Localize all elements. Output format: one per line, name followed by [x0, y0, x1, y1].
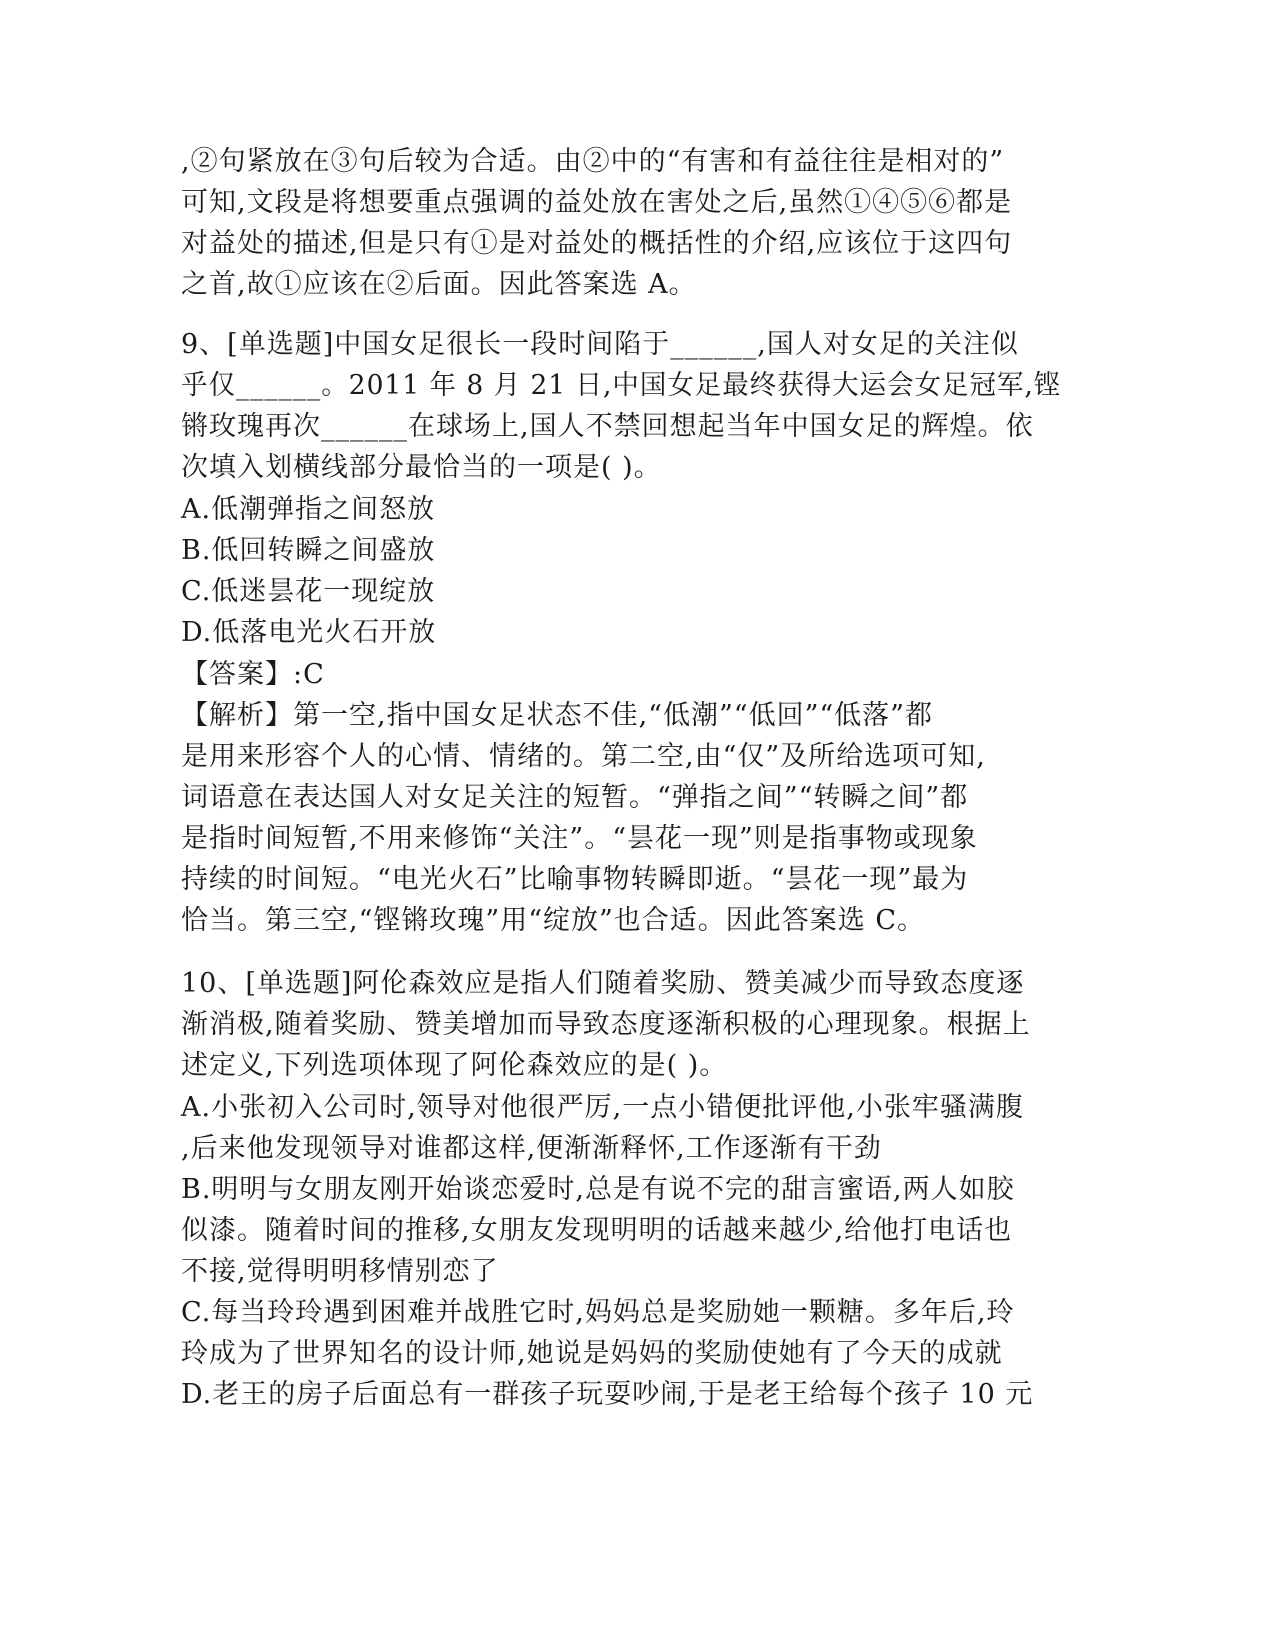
q8-analysis-line: 对益处的描述,但是只有①是对益处的概括性的介绍,应该位于这四句 [181, 228, 1013, 259]
q10-option-b-cont: 似漆。随着时间的推移,女朋友发现明明的话越来越少,给他打电话也 [181, 1215, 1013, 1246]
q9-analysis-line: 是指时间短暂,不用来修饰“关注”。“昙花一现”则是指事物或现象 [181, 823, 978, 854]
q10-stem-line: 渐消极,随着奖励、赞美增加而导致态度逐渐积极的心理现象。根据上 [181, 1009, 1031, 1040]
q9-analysis-line: 【解析】第一空,指中国女足状态不佳,“低潮”“低回”“低落”都 [181, 700, 933, 731]
q9-analysis-line: 是用来形容个人的心情、情绪的。第二空,由“仅”及所给选项可知, [181, 741, 986, 772]
q9-analysis-line: 词语意在表达国人对女足关注的短暂。“弹指之间”“转瞬之间”都 [181, 782, 969, 813]
q9-stem-line: 9、[单选题]中国女足很长一段时间陷于______,国人对女足的关注似 [181, 329, 1019, 360]
q10-option-b: B.明明与女朋友刚开始谈恋爱时,总是有说不完的甜言蜜语,两人如胶 [181, 1174, 1015, 1205]
q9-stem-line: 乎仅______。2011 年 8 月 21 日,中国女足最终获得大运会女足冠军,铿 [181, 370, 1062, 401]
q9-option-b: B.低回转瞬之间盛放 [181, 535, 436, 566]
q9-answer: 【答案】:C [181, 659, 325, 690]
q9-stem-line: 锵玫瑰再次______在球场上,国人不禁回想起当年中国女足的辉煌。依 [181, 411, 1034, 442]
q10-option-a-cont: ,后来他发现领导对谁都这样,便渐渐释怀,工作逐渐有干劲 [181, 1133, 882, 1164]
q9-stem-line: 次填入划横线部分最恰当的一项是( )。 [181, 452, 662, 483]
q9-analysis-line: 恰当。第三空,“铿锵玫瑰”用“绽放”也合适。因此答案选 C。 [181, 905, 926, 936]
q10-option-c: C.每当玲玲遇到困难并战胜它时,妈妈总是奖励她一颗糖。多年后,玲 [181, 1297, 1015, 1328]
q8-analysis-line: 之首,故①应该在②后面。因此答案选 A。 [181, 269, 697, 300]
q8-analysis-line: 可知,文段是将想要重点强调的益处放在害处之后,虽然①④⑤⑥都是 [181, 187, 1013, 218]
q10-option-a: A.小张初入公司时,领导对他很严厉,一点小错便批评他,小张牢骚满腹 [181, 1092, 1024, 1123]
q9-option-a: A.低潮弹指之间怒放 [181, 494, 436, 525]
q9-option-d: D.低落电光火石开放 [181, 617, 437, 648]
q10-stem-line: 述定义,下列选项体现了阿伦森效应的是( )。 [181, 1050, 728, 1081]
q10-stem-line: 10、[单选题]阿伦森效应是指人们随着奖励、赞美减少而导致态度逐 [181, 968, 1025, 999]
q10-option-b-cont: 不接,觉得明明移情别恋了 [181, 1256, 499, 1287]
q10-option-d: D.老王的房子后面总有一群孩子玩耍吵闹,于是老王给每个孩子 10 元 [181, 1379, 1034, 1410]
q8-analysis-line: ,②句紧放在③句后较为合适。由②中的“有害和有益往往是相对的” [181, 146, 1005, 177]
q9-option-c: C.低迷昙花一现绽放 [181, 576, 436, 607]
q9-analysis-line: 持续的时间短。“电光火石”比喻事物转瞬即逝。“昙花一现”最为 [181, 864, 969, 895]
q10-option-c-cont: 玲成为了世界知名的设计师,她说是妈妈的奖励使她有了今天的成就 [181, 1338, 1003, 1369]
